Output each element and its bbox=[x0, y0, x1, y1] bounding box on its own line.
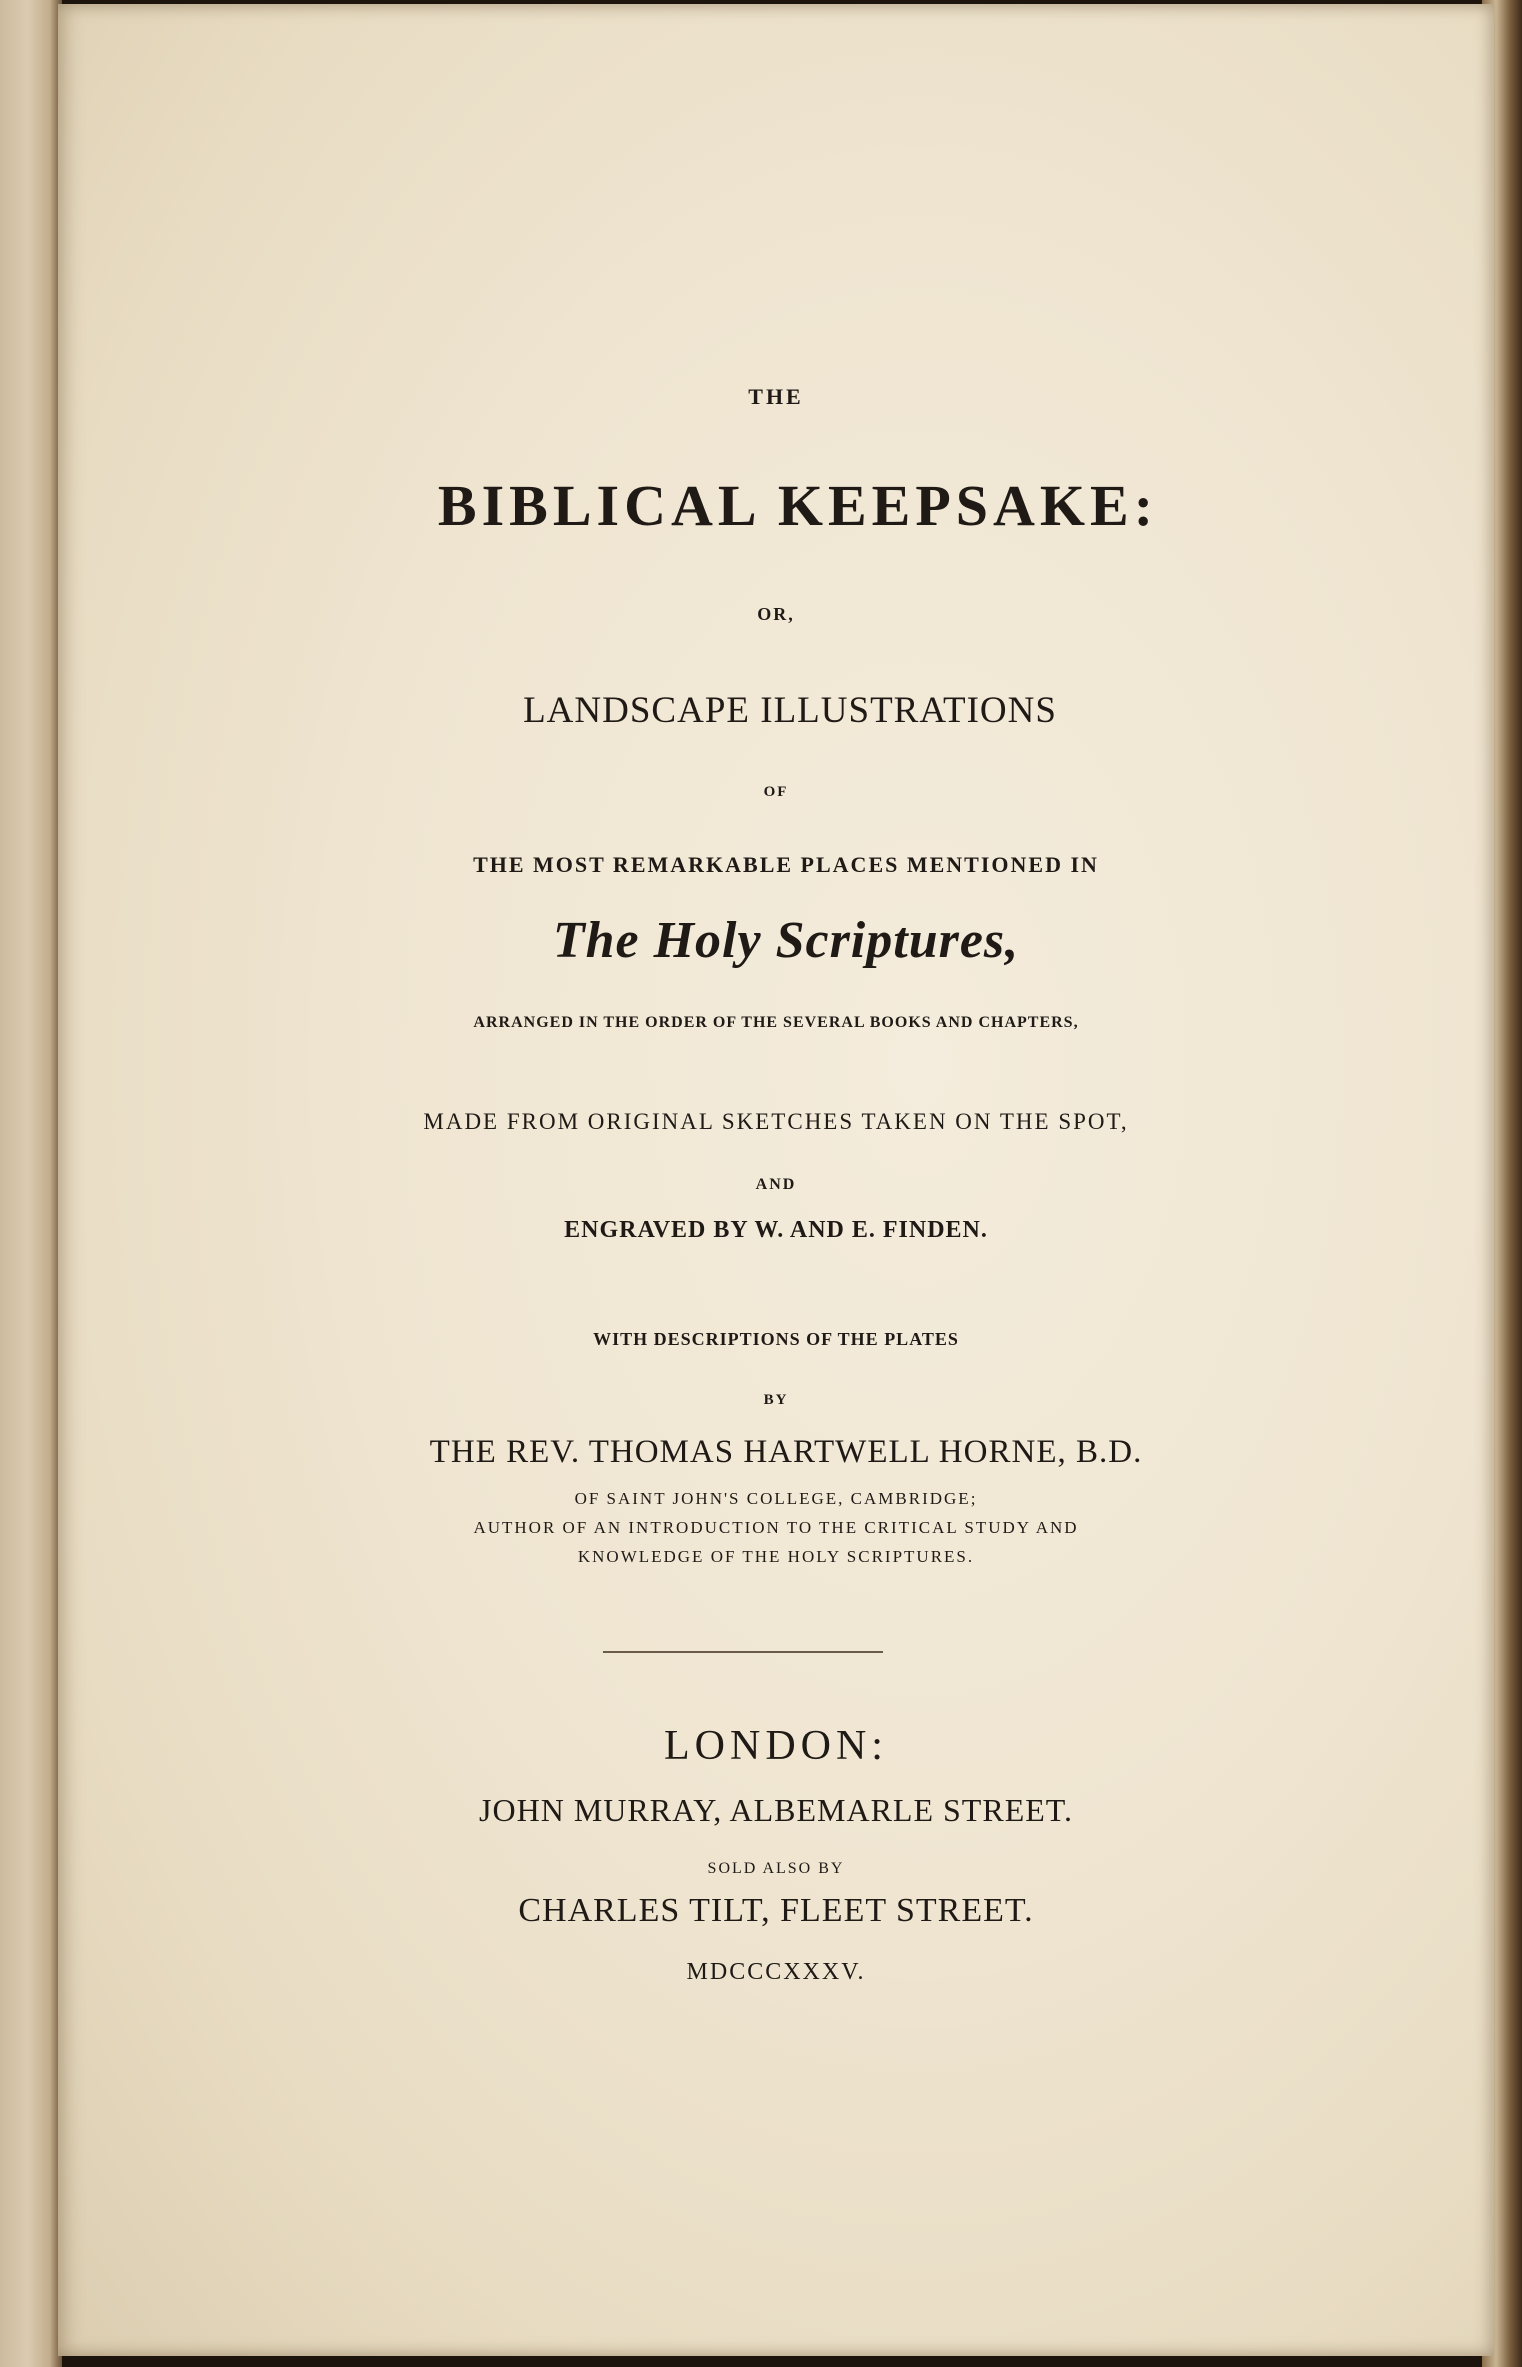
divider-rule bbox=[603, 1651, 883, 1653]
main-title: BIBLICAL KEEPSAKE: bbox=[437, 473, 1159, 538]
title-by: BY bbox=[763, 1392, 789, 1408]
imprint-publisher: JOHN MURRAY, ALBEMARLE STREET. bbox=[479, 1792, 1073, 1828]
title-page bbox=[58, 4, 1494, 2356]
left-page-edge bbox=[0, 0, 62, 2367]
title-of: OF bbox=[763, 784, 789, 800]
holy-scriptures-heading: The Holy Scriptures, bbox=[552, 912, 1020, 969]
imprint-seller: CHARLES TILT, FLEET STREET. bbox=[518, 1892, 1034, 1929]
title-the: THE bbox=[748, 384, 804, 409]
title-or: OR, bbox=[757, 604, 795, 624]
imprint-sold-also: SOLD ALSO BY bbox=[707, 1860, 845, 1877]
made-line: MADE FROM ORIGINAL SKETCHES TAKEN ON THE SPOT, bbox=[423, 1109, 1129, 1134]
imprint-year: MDCCCXXXV. bbox=[686, 1959, 866, 1985]
places-line: THE MOST REMARKABLE PLACES MENTIONED IN bbox=[473, 852, 1099, 877]
author-name: THE REV. THOMAS HARTWELL HORNE, B.D. bbox=[429, 1434, 1143, 1470]
author-college: OF SAINT JOHN'S COLLEGE, CAMBRIDGE; bbox=[574, 1489, 978, 1508]
title-and: AND bbox=[755, 1176, 797, 1193]
imprint-city: LONDON: bbox=[664, 1723, 888, 1769]
arranged-line: ARRANGED IN THE ORDER OF THE SEVERAL BOOKS AND CHAPTERS, bbox=[473, 1014, 1079, 1031]
descriptions-line: WITH DESCRIPTIONS OF THE PLATES bbox=[593, 1329, 959, 1349]
author-work-line-2: KNOWLEDGE OF THE HOLY SCRIPTURES. bbox=[577, 1547, 975, 1566]
author-work-line-1: AUTHOR OF AN INTRODUCTION TO THE CRITICAL STUDY AND bbox=[473, 1518, 1079, 1537]
subtitle: LANDSCAPE ILLUSTRATIONS bbox=[523, 690, 1057, 731]
engraved-line: ENGRAVED BY W. AND E. FINDEN. bbox=[564, 1217, 988, 1243]
